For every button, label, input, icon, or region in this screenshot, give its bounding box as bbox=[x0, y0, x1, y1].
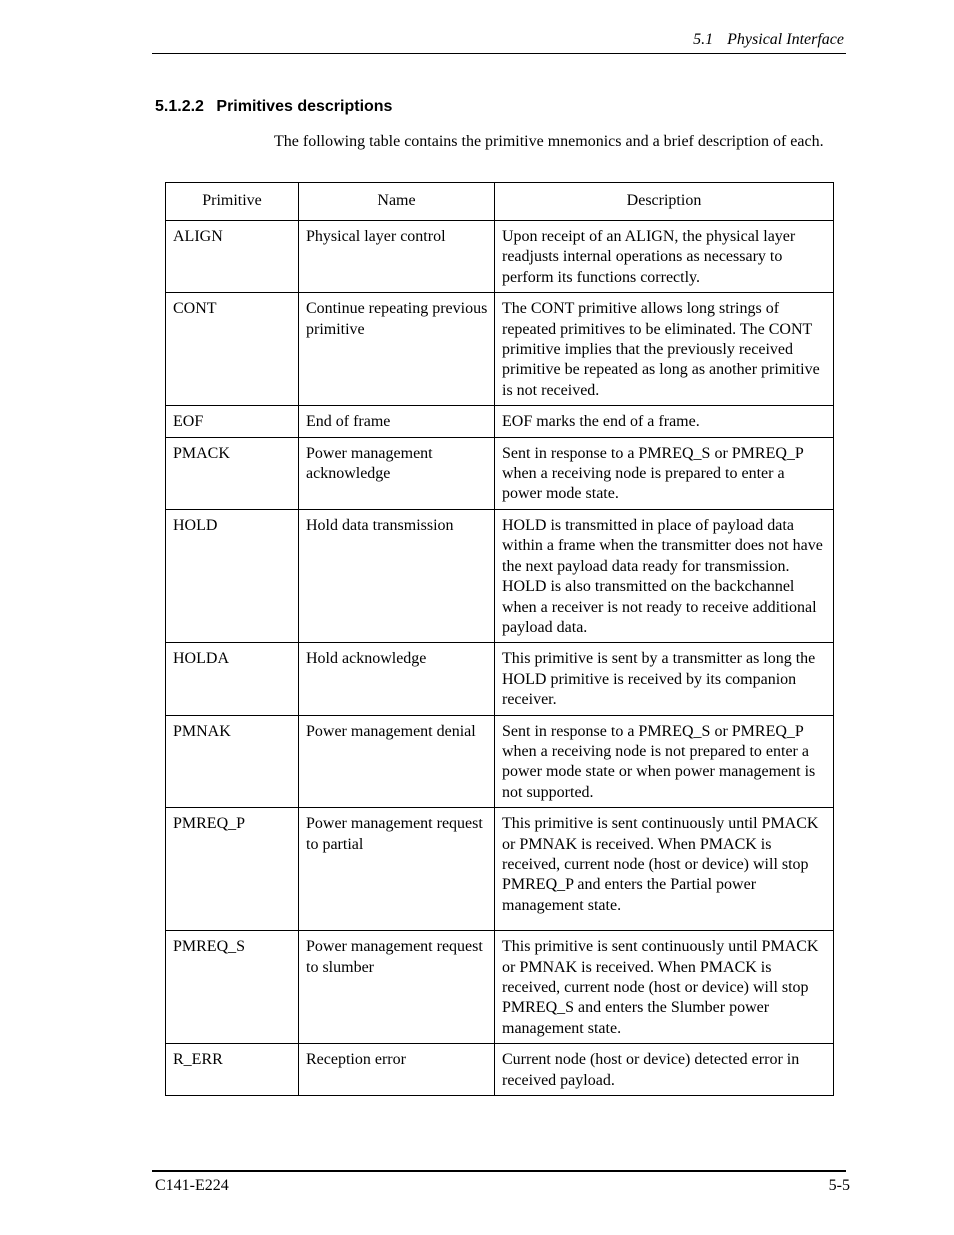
section-title: Primitives descriptions bbox=[216, 98, 393, 115]
section-heading bbox=[155, 98, 392, 116]
table-row bbox=[166, 715, 834, 808]
cell-primitive: ALIGN bbox=[166, 221, 299, 293]
table-row bbox=[166, 406, 834, 437]
column-header-primitive: Primitive bbox=[166, 183, 299, 221]
header-section-title: Physical Interface bbox=[727, 31, 844, 48]
cell-name: Continue repeating previous primitive bbox=[299, 293, 495, 406]
header-section-number: 5.1 bbox=[693, 31, 714, 48]
cell-description: The CONT primitive allows long strings of repeated primitives to be eliminated. The CONT primitive implies that the previously received primitive be repeated as long as another primitive is not received. bbox=[495, 293, 834, 406]
cell-primitive: CONT bbox=[166, 293, 299, 406]
table-row bbox=[166, 293, 834, 406]
cell-name: Hold acknowledge bbox=[299, 643, 495, 715]
table-row bbox=[166, 437, 834, 509]
cell-description: EOF marks the end of a frame. bbox=[495, 406, 834, 437]
cell-name: Physical layer control bbox=[299, 221, 495, 293]
cell-name: Reception error bbox=[299, 1044, 495, 1096]
cell-primitive: HOLD bbox=[166, 509, 299, 642]
cell-description: This primitive is sent by a transmitter as long the HOLD primitive is received by its companion receiver. bbox=[495, 643, 834, 715]
cell-description: This primitive is sent continuously until PMACK or PMNAK is received. When PMACK is received, current node (host or device) will stop PMREQ_P and enters the Partial power management state. bbox=[495, 808, 834, 931]
footer-page-number: 5-5 bbox=[828, 1177, 850, 1194]
running-header bbox=[693, 31, 844, 49]
intro-paragraph: The following table contains the primitive mnemonics and a brief description of each. bbox=[274, 133, 824, 150]
column-header-description: Description bbox=[495, 183, 834, 221]
table-row bbox=[166, 808, 834, 931]
cell-primitive: PMREQ_P bbox=[166, 808, 299, 931]
table-row bbox=[166, 1044, 834, 1096]
cell-primitive: EOF bbox=[166, 406, 299, 437]
cell-primitive: PMACK bbox=[166, 437, 299, 509]
table-row bbox=[166, 509, 834, 642]
cell-name: Hold data transmission bbox=[299, 509, 495, 642]
cell-name: Power management denial bbox=[299, 715, 495, 808]
footer-doc-id: C141-E224 bbox=[155, 1177, 229, 1194]
cell-name: Power management request to partial bbox=[299, 808, 495, 931]
cell-description: Upon receipt of an ALIGN, the physical layer readjusts internal operations as necessary to perform its functions correctly. bbox=[495, 221, 834, 293]
cell-primitive: PMNAK bbox=[166, 715, 299, 808]
cell-primitive: PMREQ_S bbox=[166, 931, 299, 1044]
cell-description: Sent in response to a PMREQ_S or PMREQ_P when a receiving node is prepared to enter a power mode state. bbox=[495, 437, 834, 509]
footer-rule bbox=[152, 1170, 846, 1172]
table-row bbox=[166, 931, 834, 1044]
cell-description: Sent in response to a PMREQ_S or PMREQ_P when a receiving node is not prepared to enter a power mode state or when power management is not supported. bbox=[495, 715, 834, 808]
cell-description: HOLD is transmitted in place of payload data within a frame when the transmitter does not have the next payload data ready for transmission. HOLD is also transmitted on the backchannel when a receiver is not ready to receive additional payload data. bbox=[495, 509, 834, 642]
column-header-name: Name bbox=[299, 183, 495, 221]
section-number: 5.1.2.2 bbox=[155, 98, 204, 115]
cell-name: Power management request to slumber bbox=[299, 931, 495, 1044]
cell-name: End of frame bbox=[299, 406, 495, 437]
table-row bbox=[166, 221, 834, 293]
cell-description: Current node (host or device) detected error in received payload. bbox=[495, 1044, 834, 1096]
table-header-row bbox=[166, 183, 834, 221]
header-rule bbox=[152, 53, 846, 54]
table-row bbox=[166, 643, 834, 715]
cell-primitive: HOLDA bbox=[166, 643, 299, 715]
primitives-table bbox=[165, 182, 834, 1096]
cell-primitive: R_ERR bbox=[166, 1044, 299, 1096]
cell-name: Power management acknowledge bbox=[299, 437, 495, 509]
cell-description: This primitive is sent continuously until PMACK or PMNAK is received. When PMACK is received, current node (host or device) will stop PMREQ_S and enters the Slumber power management state. bbox=[495, 931, 834, 1044]
